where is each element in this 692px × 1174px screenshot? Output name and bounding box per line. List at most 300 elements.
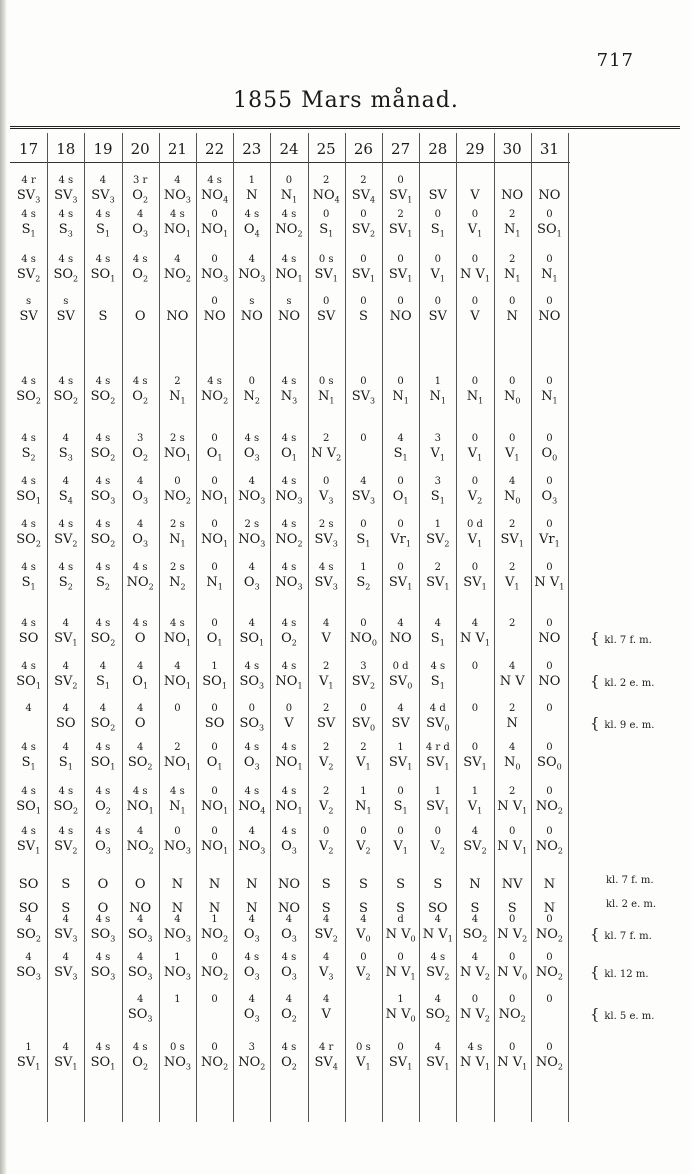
observation-cell [196,704,233,730]
wind-direction-value: $SO_2$ [16,389,41,406]
observation-cell [531,619,568,645]
observation-cell [419,563,456,592]
observation-cell [233,297,270,323]
cloud-force-value: 0 [546,296,553,307]
cloud-force-value: 0 [360,826,367,837]
cloud-force-value: 4 [174,661,181,672]
wind-direction-value: SV [317,716,336,731]
wind-direction-value: $SV_0$ [388,674,413,691]
cloud-force-value: 4 s [21,786,36,797]
wind-direction-value: $SO_3$ [127,927,153,944]
cloud-force-value: 4 s [281,254,297,265]
wind-direction-value: N [171,901,184,916]
observation-cell [196,743,233,772]
wind-direction-value: N $V_0$ [497,965,528,982]
observation-cell [84,662,121,691]
wind-direction-value: $NO_3$ [163,839,191,856]
cloud-force-value: 0 [360,952,367,963]
cloud-force-value: 2 [323,433,330,444]
wind-direction-value: N [208,901,221,916]
cloud-force-value: 1 [174,952,181,963]
cloud-force-value: 2 [323,661,330,672]
wind-direction-value: $O_3$ [132,489,149,506]
day-header: 26 [353,140,373,158]
brace-icon: { [590,629,605,647]
observation-cell [308,520,345,549]
day-header: 28 [428,140,448,158]
cloud-force-value: 4 [285,914,293,925]
wind-direction-value: $N_1$ [429,389,447,406]
observation-cell [122,210,159,239]
time-note-text: kl. 7 f. m. [604,931,652,942]
cloud-force-value: 0 [397,952,404,963]
observation-cell [494,563,531,592]
observation-cell [122,520,159,549]
cloud-force-value: 1 [434,519,441,530]
observation-cell [308,377,345,406]
observation-cell [419,377,456,406]
wind-direction-value: $O_2$ [132,188,149,205]
cloud-force-value: 4 [137,914,144,925]
observation-cell [456,743,493,772]
observation-cell [419,995,456,1024]
observation-cell [419,619,456,648]
observation-cell [531,176,568,202]
observation-cell [494,953,531,982]
wind-direction-value: $SV_1$ [388,575,413,592]
cloud-force-value: 0 [471,254,479,265]
observation-cell [10,176,47,205]
observation-cell [531,563,568,592]
cloud-force-value: 1 [174,994,181,1005]
cloud-force-value: 4 s [170,209,185,220]
observation-cell [122,477,159,506]
cloud-force-value: 2 [509,562,516,573]
wind-direction-value: $O_3$ [132,222,149,239]
wind-direction-value: $NO_3$ [163,188,191,205]
observation-cell [345,434,382,447]
wind-direction-value: N V [499,674,525,689]
observation-cell [456,995,493,1024]
wind-direction-value: $NO_0$ [349,631,377,648]
wind-direction-value: NO [277,901,300,916]
observation-cell [196,953,233,982]
wind-direction-value: $NO_1$ [275,267,303,284]
cloud-force-value: 0 [471,661,479,672]
time-note [606,875,654,886]
cloud-force-value: 0 [323,209,330,220]
wind-direction-value: SO [18,877,39,892]
observation-cell [531,662,568,688]
cloud-force-value: 4 s [21,562,36,573]
observation-cell [419,704,456,733]
wind-direction-value: $SV_3$ [54,965,78,982]
wind-direction-value: $O_0$ [541,446,558,463]
wind-direction-value: $N_3$ [280,389,298,406]
wind-direction-value: $SO_3$ [90,489,116,506]
cloud-force-value: 1 [434,786,441,797]
cloud-force-value: 0 d [467,519,483,530]
cloud-force-value: 0 [434,209,441,220]
wind-direction-value: $SO_2$ [16,927,41,944]
cloud-force-value: 0 [360,254,367,265]
wind-direction-value: $NO_1$ [163,446,191,463]
wind-direction-value: N $V_0$ [385,1007,416,1024]
cloud-force-value: 4 s [95,254,111,265]
observation-cell [494,743,531,772]
observation-cell [308,619,345,645]
observation-cell [456,477,493,506]
observation-cell [419,176,456,202]
wind-direction-value: $O_2$ [281,1007,297,1024]
wind-direction-value: S [61,901,71,916]
observation-cell [196,477,233,506]
cloud-force-value: 4 s [244,952,260,963]
wind-direction-value: $NO_2$ [201,389,229,406]
cloud-force-value: 0 [397,562,404,573]
observation-cell [270,563,307,592]
cloud-force-value: 4 s [281,618,297,629]
observation-cell [456,297,493,323]
wind-direction-value: $SO_2$ [90,532,116,549]
observation-cell [196,434,233,463]
cloud-force-value: 4 [509,742,516,753]
cloud-force-value: 0 [471,433,479,444]
wind-direction-value: $N_1$ [355,799,372,816]
observation-cell [419,477,456,506]
observation-cell [122,915,159,944]
wind-direction-value: $V_1$ [467,222,483,239]
wind-direction-value: $SV_0$ [426,716,450,733]
wind-direction-value: $NO_2$ [498,1007,526,1024]
observation-cell [308,255,345,284]
wind-direction-value: $NO_1$ [201,799,229,816]
observation-cell [122,563,159,592]
wind-direction-value: $N_1$ [169,389,186,406]
time-note-text: kl. 7 f. m. [606,875,654,886]
cloud-force-value: 4 s [21,742,36,753]
observation-cell [308,995,345,1021]
observation-cell [345,704,382,733]
cloud-force-value: 0 [546,703,553,714]
cloud-force-value: 0 [546,914,553,925]
observation-cell [270,297,307,323]
wind-direction-value: O [134,716,146,731]
wind-direction-value: N $V_0$ [385,927,416,944]
wind-direction-value: V [321,1007,331,1022]
observation-cell [233,176,270,202]
cloud-force-value: 4 s [21,433,36,444]
brace-icon: { [590,1005,605,1023]
observation-cell [419,520,456,549]
cloud-force-value: d [397,914,404,925]
wind-direction-value: $N_1$ [169,532,186,549]
observation-cell [10,915,47,944]
wind-direction-value: N $V_1$ [497,799,528,816]
wind-direction-value: $SV_2$ [426,532,450,549]
observation-cell [47,1043,84,1072]
wind-direction-value: O [134,631,146,646]
wind-direction-value: $V_1$ [467,446,483,463]
wind-direction-value: $SV_1$ [500,532,524,549]
observation-cell [233,619,270,648]
cloud-force-value: 4 s [244,433,260,444]
cloud-force-value: 4 [62,433,69,444]
observation-cell [10,704,47,717]
wind-direction-value: $NO_2$ [201,965,229,982]
cloud-force-value: 4 r [21,175,36,186]
observation-cell [47,377,84,406]
cloud-force-value: 0 [211,786,218,797]
observation-cell [531,865,568,891]
observation-cell [233,865,270,891]
wind-direction-value: $V_1$ [467,532,483,549]
wind-direction-value: $SV_3$ [54,188,78,205]
wind-direction-value: $S_1$ [393,799,408,816]
observation-cell [456,210,493,239]
observation-cell [10,477,47,506]
observation-cell [270,827,307,856]
observation-cell [345,255,382,284]
observation-cell [382,915,419,944]
observation-cell [159,434,196,463]
cloud-force-value: 0 [174,476,181,487]
observation-cell [84,377,121,406]
wind-direction-value: $O_2$ [281,1055,297,1072]
wind-direction-value: $N_1$ [392,389,409,406]
observation-cell [345,520,382,549]
wind-direction-value: $SV_0$ [351,716,376,733]
wind-direction-value: $NO_2$ [535,1055,563,1072]
day-header: 19 [93,140,113,158]
observation-cell [47,915,84,944]
cloud-force-value: 0 [546,519,553,530]
observation-cell [47,889,84,915]
observation-cell [382,377,419,406]
cloud-force-value: 4 s [281,433,297,444]
observation-cell [233,743,270,772]
observation-cell [308,297,345,323]
header-rule [10,162,570,163]
observation-cell [382,743,419,772]
wind-direction-value: $SO_1$ [202,674,227,691]
wind-direction-value: N $V_1$ [385,965,416,982]
observation-cell [159,297,196,323]
observation-cell [196,995,233,1008]
cloud-force-value: 2 [174,742,181,753]
observation-cell [159,477,196,506]
observation-cell [122,662,159,691]
time-note [590,925,652,943]
cloud-force-value: 0 [360,519,367,530]
wind-direction-value: $NO_4$ [201,188,229,205]
cloud-force-value: 4 s [95,826,111,837]
observation-cell [84,176,121,205]
observation-cell [159,889,196,915]
observation-cell [159,176,196,205]
wind-direction-value: S [433,877,443,892]
table-top-rule [10,126,680,129]
observation-cell [196,865,233,891]
wind-direction-value: $O_3$ [243,446,260,463]
observation-cell [270,787,307,816]
cloud-force-value: 4 [62,703,69,714]
cloud-force-value: 2 s [170,519,185,530]
observation-cell [531,743,568,772]
wind-direction-value: N [246,877,258,892]
cloud-force-value: 4 s [95,742,111,753]
observation-cell [345,619,382,648]
cloud-force-value: 0 [211,952,218,963]
cloud-force-value: 4 r [319,1042,334,1053]
wind-direction-value: $NO_2$ [535,965,563,982]
wind-direction-value: $NO_3$ [163,927,191,944]
observation-cell [84,619,121,648]
wind-direction-value: N [543,877,556,892]
cloud-force-value: 1 [471,786,479,797]
wind-direction-value: $S_2$ [356,575,371,592]
cloud-force-value: 3 [434,433,441,444]
observation-cell [47,297,84,323]
observation-cell [382,563,419,592]
cloud-force-value: 4 s [95,519,111,530]
cloud-force-value: 4 [248,914,255,925]
cloud-force-value: 1 [360,562,367,573]
observation-cell [10,377,47,406]
wind-direction-value: $SO_2$ [16,532,41,549]
observation-cell [531,827,568,856]
observation-cell [233,434,270,463]
cloud-force-value: 4 s [132,1042,148,1053]
observation-cell [10,297,47,323]
wind-direction-value: $SV_2$ [463,839,487,856]
cloud-force-value: 4 s [58,376,74,387]
cloud-force-value: 4 s [58,519,74,530]
time-note-text: kl. 7 f. m. [604,635,652,646]
wind-direction-value: $O_1$ [281,446,297,463]
wind-direction-value: S [61,877,71,892]
wind-direction-value: $SV_2$ [54,532,78,549]
observation-cell [308,865,345,891]
wind-direction-value: N [543,901,556,916]
wind-direction-value: $S_1$ [393,446,408,463]
cloud-force-value: 4 [62,618,69,629]
observation-cell [233,520,270,549]
cloud-force-value: 2 [323,742,330,753]
day-header: 31 [539,140,559,158]
wind-direction-value: SO [18,901,39,916]
observation-cell [84,520,121,549]
cloud-force-value: 4 s [95,914,111,925]
observation-cell [84,865,121,891]
cloud-force-value: 0 [285,703,293,714]
wind-direction-value: V [470,309,480,324]
wind-direction-value: $SO_2$ [53,267,79,284]
observation-cell [196,210,233,239]
observation-cell [531,210,568,239]
wind-direction-value: $N_1$ [503,222,521,239]
cloud-force-value: 0 s [318,254,334,265]
cloud-force-value: 0 [546,786,553,797]
cloud-force-value: 2 [397,209,404,220]
wind-direction-value: $SV_2$ [54,674,78,691]
time-note [606,899,656,910]
wind-direction-value: $S_1$ [430,674,445,691]
cloud-force-value: 4 [99,661,107,672]
observation-cell [382,210,419,239]
cloud-force-value: 1 [434,376,441,387]
wind-direction-value: N $V_2$ [311,446,342,463]
cloud-force-value: 4 s [132,786,148,797]
wind-direction-value: $SO_1$ [90,1055,116,1072]
wind-direction-value: $O_1$ [206,446,223,463]
cloud-force-value: 0 [546,952,553,963]
observation-cell [419,434,456,463]
observation-cell [233,889,270,915]
wind-direction-value: NO [501,188,524,203]
cloud-force-value: 3 r [133,175,148,186]
cloud-force-value: 0 [546,562,553,573]
wind-direction-value: $SV_1$ [314,267,338,284]
wind-direction-value: $NO_2$ [201,1055,229,1072]
cloud-force-value: 4 s [21,476,36,487]
time-note [590,672,654,690]
wind-direction-value: $SV_2$ [426,965,450,982]
wind-direction-value: $SV_3$ [351,389,376,406]
observation-cell [47,743,84,772]
observation-cell [47,662,84,691]
day-header: 17 [19,140,39,158]
day-header: 29 [465,140,485,158]
cloud-force-value: 2 [323,175,330,186]
wind-direction-value: $V_3$ [318,489,334,506]
cloud-force-value: 0 [397,1042,404,1053]
wind-direction-value: $S_3$ [58,446,73,463]
cloud-force-value: 0 [211,618,218,629]
wind-direction-value: S [98,309,108,324]
wind-direction-value: S [358,309,368,324]
cloud-force-value: 2 [509,209,516,220]
observation-cell [308,210,345,239]
wind-direction-value: $SO_3$ [90,965,116,982]
wind-direction-value: NO [389,631,412,646]
observation-cell [456,434,493,463]
wind-direction-value: $SO_3$ [127,965,153,982]
observation-cell [159,953,196,982]
observation-cell [122,865,159,891]
observation-cell [233,662,270,691]
observation-cell [10,865,47,891]
wind-direction-value: $SV_1$ [388,1055,413,1072]
wind-direction-value: $NO_3$ [163,965,191,982]
observation-cell [47,827,84,856]
wind-direction-value: $S_1$ [430,631,445,648]
wind-direction-value: $NO_3$ [163,1055,191,1072]
wind-direction-value: $NO_3$ [201,267,229,284]
observation-cell [47,619,84,648]
wind-direction-value: SV [428,188,447,203]
observation-cell [47,704,84,730]
wind-direction-value: SV [391,716,410,731]
observation-cell [233,995,270,1024]
observation-cell [345,210,382,239]
cloud-force-value: 0 [211,742,218,753]
cloud-force-value: 4 [62,476,69,487]
cloud-force-value: 4 [62,661,69,672]
observation-cell [84,1043,121,1072]
cloud-force-value: 0 [434,826,441,837]
wind-direction-value: $S_1$ [21,755,36,772]
